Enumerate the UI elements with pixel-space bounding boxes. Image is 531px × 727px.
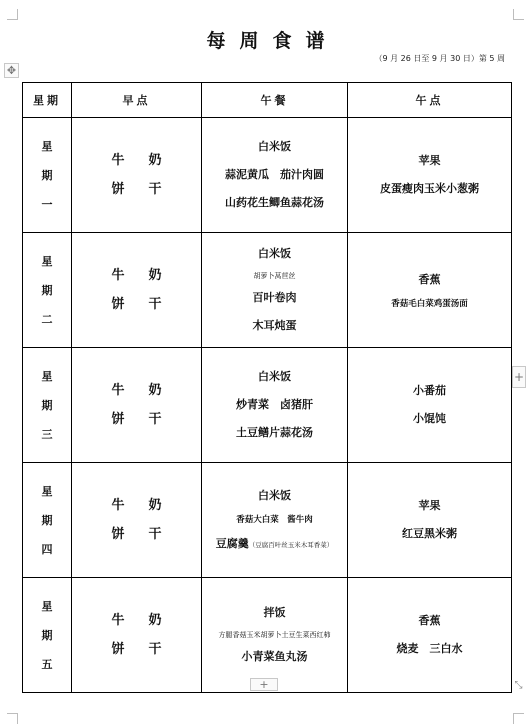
dish-item: 小青菜鱼丸汤 [241,650,308,663]
table-header-row [23,83,512,118]
dish-item: 香菇大白菜 酱牛肉 [236,514,313,525]
snack-cell[interactable] [348,118,512,233]
add-column-plus-icon[interactable]: + [512,366,526,388]
breakfast-cell[interactable]: 牛奶 饼干 [72,118,202,233]
header-cell-weekday: 星期 [23,83,72,118]
table-move-handle-icon[interactable]: ✥ [4,63,19,78]
page-title: 每周食谱 [206,30,339,52]
dish-item: 小番茄 [413,384,446,397]
date-range-subtitle: （9 月 26 日至 9 月 30 日）第 5 周 [374,54,505,63]
dish-item: 红豆黑米粥 [402,527,457,540]
dish-item: 烧麦 三白水 [396,642,463,655]
table-row [23,118,512,233]
dish-item: 拌饭 [263,606,286,619]
dish-item: 胡萝卜莴苣丝 [253,272,296,280]
dish-item: 白米饭 [258,140,291,153]
header-cell-lunch: 午餐 [202,83,348,118]
dish-item: 香蕉 [418,273,441,286]
header-cell-snack: 午点 [348,83,512,118]
breakfast-cell[interactable]: 牛奶 饼干 [72,578,202,693]
dish-item: 百叶卷肉 [252,291,297,304]
lunch-cell[interactable] [202,348,348,463]
page-corner-mark [7,9,18,20]
header-cell-breakfast: 早点 [72,83,202,118]
breakfast-cell[interactable]: 牛奶 饼干 [72,348,202,463]
weekday-cell[interactable]: 星 期 二 [23,233,72,348]
table-resize-handle-icon[interactable]: ⤡ [514,680,523,691]
dish-item: 白米饭 [258,488,291,502]
table-row [23,578,512,693]
table-row [23,348,512,463]
table-row [23,463,512,578]
snack-cell[interactable] [348,578,512,693]
dish-item: 豆腐羹（豆腐百叶丝玉米木耳香菜） [215,536,334,550]
dish-item: 白米饭 [258,370,291,383]
dish-item: 香蕉 [418,614,441,627]
dish-item: 苹果 [418,154,441,167]
page-corner-mark [513,9,524,20]
page-corner-mark [7,713,18,724]
weekday-cell[interactable]: 星 期 三 [23,348,72,463]
weekly-menu-table [22,82,512,693]
page-corner-mark [513,713,524,724]
snack-cell[interactable] [348,233,512,348]
weekday-cell[interactable]: 星 期 一 [23,118,72,233]
breakfast-cell[interactable]: 牛奶 饼干 [72,233,202,348]
dish-item: 方腿香菇玉米胡萝卜土豆生菜西红柿 [218,631,331,639]
dish-item: 小馄饨 [413,412,446,425]
lunch-cell[interactable] [202,118,348,233]
snack-cell[interactable] [348,348,512,463]
dish-item: 皮蛋瘦肉玉米小葱粥 [380,182,479,195]
lunch-cell[interactable] [202,578,348,693]
breakfast-cell[interactable]: 牛奶 饼干 [72,463,202,578]
weekday-cell[interactable]: 星 期 四 [23,463,72,578]
dish-item: 香菇毛白菜鸡蛋汤面 [391,299,468,309]
lunch-cell[interactable] [202,463,348,578]
dish-item: 苹果 [418,499,441,512]
table-row [23,233,512,348]
dish-item: 木耳炖蛋 [252,319,297,332]
add-row-plus-icon[interactable]: + [250,678,278,691]
dish-item: 土豆鳝片蒜花汤 [236,426,313,439]
weekday-cell[interactable]: 星 期 五 [23,578,72,693]
dish-item: 炒青菜 卤猪肝 [236,398,313,411]
dish-item: 白米饭 [258,247,291,260]
lunch-cell[interactable] [202,233,348,348]
dish-item: 山药花生鲫鱼蒜花汤 [225,196,324,209]
dish-item: 蒜泥黄瓜 茄汁肉圆 [225,168,324,181]
snack-cell[interactable] [348,463,512,578]
